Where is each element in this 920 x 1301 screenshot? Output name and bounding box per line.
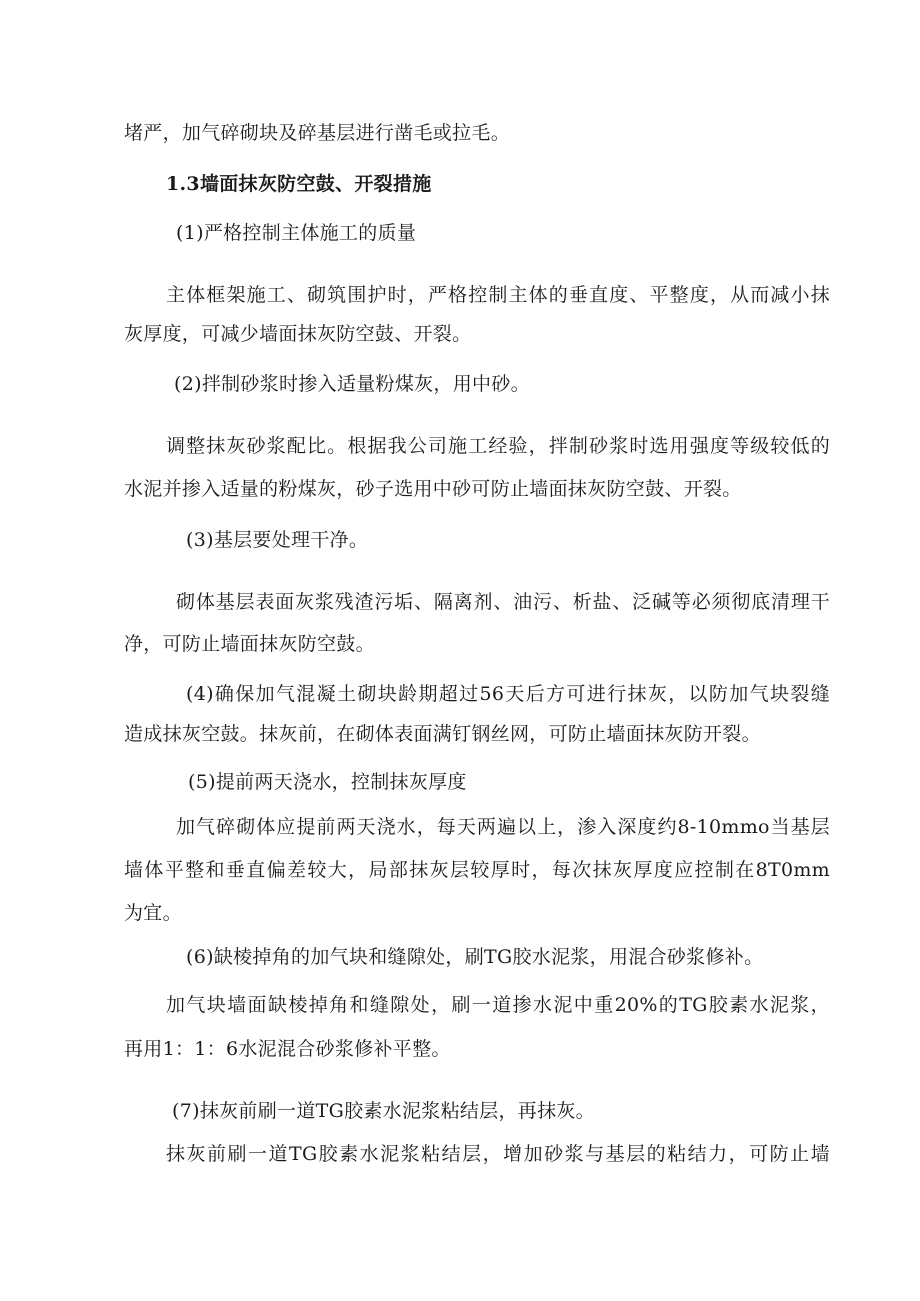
paragraph-line: 加气碎砌体应提前两天浇水，每天两遍以上，渗入深度约8-10mmo当基层 [176, 816, 830, 838]
paragraph-line: 加气块墙面缺棱掉角和缝隙处，刷一道掺水泥中重20%的TG胶素水泥浆， [166, 994, 830, 1016]
subheading-3: (3)基层要处理干净。 [186, 529, 369, 551]
paragraph-line: 抹灰前刷一道TG胶素水泥浆粘结层，增加砂浆与基层的粘结力，可防止墙 [166, 1143, 830, 1165]
paragraph-line: 水泥并掺入适量的粉煤灰，砂子选用中砂可防止墙面抹灰防空鼓、开裂。 [124, 478, 742, 500]
subheading-4: (4)确保加气混凝土砌块龄期超过56天后方可进行抹灰，以防加气块裂缝 [186, 683, 830, 705]
subheading-2: (2)拌制砂浆时掺入适量粉煤灰，用中砂。 [174, 373, 530, 395]
subheading-5: (5)提前两天浇水，控制抹灰厚度 [188, 771, 467, 793]
paragraph-line: 堵严，加气碎砌块及碎基层进行凿毛或拉毛。 [124, 122, 511, 144]
subheading-7: (7)抹灰前刷一道TG胶素水泥浆粘结层，再抹灰。 [172, 1100, 595, 1122]
paragraph-line: 净，可防止墙面抹灰防空鼓。 [124, 633, 375, 655]
section-heading: 1.3墙面抹灰防空鼓、开裂措施 [166, 173, 432, 195]
paragraph-line: 砌体基层表面灰浆残渣污垢、隔离剂、油污、析盐、泛碱等必须彻底清理干 [176, 591, 830, 613]
paragraph-line: 调整抹灰砂浆配比。根据我公司施工经验，拌制砂浆时选用强度等级较低的 [166, 435, 830, 457]
paragraph-line: 再用1：1：6水泥混合砂浆修补平整。 [124, 1038, 451, 1060]
paragraph-line: 灰厚度，可减少墙面抹灰防空鼓、开裂。 [124, 323, 472, 345]
paragraph-line: 主体框架施工、砌筑围护时，严格控制主体的垂直度、平整度，从而减小抹 [166, 284, 830, 306]
subheading-6: (6)缺棱掉角的加气块和缝隙处，刷TG胶水泥浆，用混合砂浆修补。 [186, 946, 764, 968]
paragraph-line: 墙体平整和垂直偏差较大，局部抹灰层较厚时，每次抹灰厚度应控制在8T0mm [124, 859, 830, 881]
paragraph-line: 为宜。 [124, 902, 182, 924]
paragraph-line: 造成抹灰空鼓。抹灰前，在砌体表面满钉钢丝网，可防止墙面抹灰防开裂。 [124, 723, 761, 745]
subheading-1: (1)严格控制主体施工的质量 [176, 222, 417, 244]
